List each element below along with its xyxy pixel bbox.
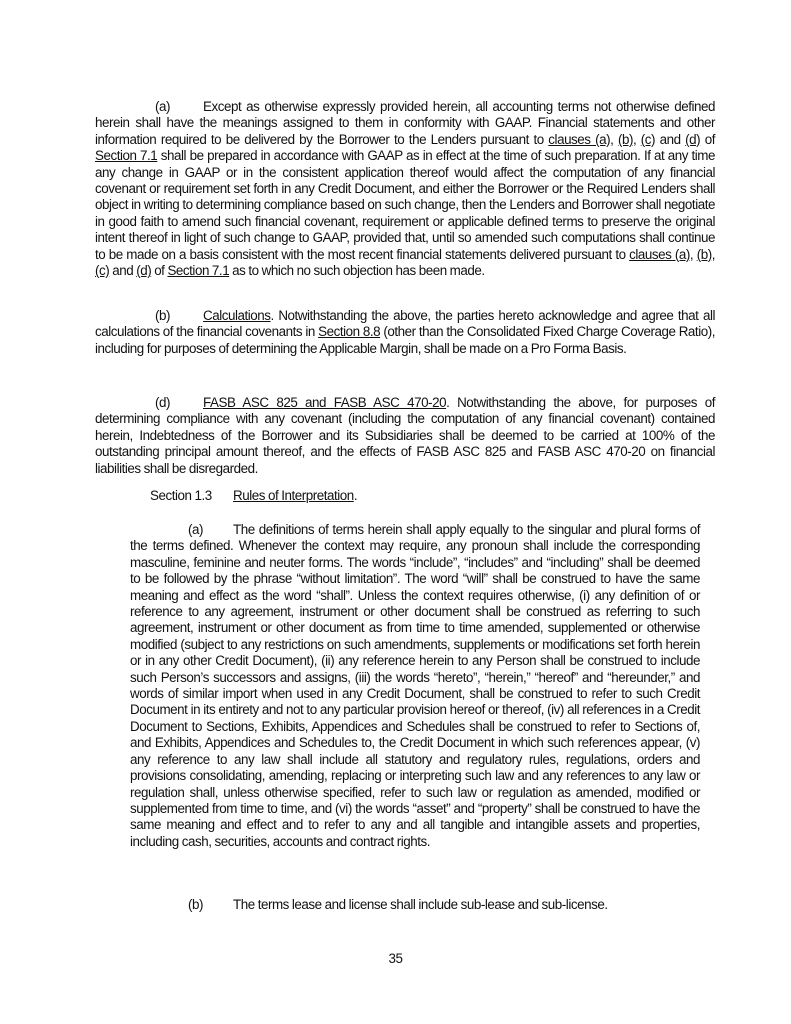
paragraph-label: (b): [188, 897, 204, 912]
paragraph-text: ,: [711, 246, 715, 262]
cross-reference: Section 7.1: [167, 263, 230, 279]
cross-reference: Section 8.8: [318, 324, 381, 340]
paragraph-text: . Notwithstanding the above, the parties hereto acknowledge and agree that all calculations of the financial covenants in: [95, 308, 715, 340]
paragraph-d-fasb: [95, 395, 715, 477]
cross-reference: (b): [617, 131, 633, 147]
cross-reference: (b): [696, 246, 712, 262]
paragraph-text: ,: [689, 246, 697, 262]
paragraph-body: [95, 99, 715, 278]
cross-reference: (d): [685, 131, 701, 147]
cross-reference: Calculations: [203, 308, 271, 323]
paragraph-text: shall be prepared in accordance with GAAP as in effect at the time of such preparation. If at any time any change in GAAP or in the consistent application thereof would affect the computation of any financial covenant or requirement set forth in any Credit Document, and either the Borrower or the Required Lenders shall object in writing to determining compliance based on such change, then the Lenders and Borrower shall negotiate in good faith to amend such financial covenant, requirement or applicable defined terms to preserve the original intent thereof in light of such change to GAAP, provided that, until so amended such computations shall continue to be made on a basis consistent with the most recent financial statements delivered pursuant to: [95, 148, 715, 262]
paragraph-body: [233, 897, 608, 912]
section-1-3-paragraph-a: [130, 522, 700, 850]
page-number: 35: [388, 951, 403, 966]
paragraph-text: ,: [632, 131, 641, 147]
paragraph-text: . Notwithstanding the above, for purposes of determining compliance with any covenant (including the computation of any financial covenant) contained herein, Indebtedness of the Borrower and its Subsidiaries shall be deemed to be carried at 100% of the outstanding principal amount thereof, and the effects of FASB ASC 825 and FASB ASC 470-20 on financial liabilities shall be disregarded.: [95, 395, 716, 476]
paragraph-label: (a): [155, 99, 171, 114]
cross-reference: clauses (a): [548, 131, 611, 147]
cross-reference: (c): [95, 263, 110, 279]
paragraph-text: and: [655, 131, 686, 147]
paragraph-text: and: [109, 263, 137, 279]
section-heading: [150, 488, 357, 504]
section-title: Rules of Interpretation: [233, 488, 354, 503]
cross-reference: Section 7.1: [95, 148, 158, 164]
paragraph-label: (b): [155, 308, 171, 323]
paragraph-label: (a): [188, 522, 204, 537]
paragraph-text: of: [700, 131, 715, 147]
paragraph-text: ,: [610, 131, 618, 147]
cross-reference: FASB ASC 825 and FASB ASC 470-20: [203, 395, 447, 410]
cross-reference: (c): [640, 131, 656, 147]
section-number: Section 1.3: [150, 488, 212, 503]
paragraph-text: The terms lease and license shall include sub-lease and sub-license.: [233, 897, 608, 912]
paragraph-text: (other than the Consolidated Fixed Charge Coverage Ratio), including for purposes of determining the Applicable Margin, shall be made on a Pro Forma Basis.: [95, 324, 715, 356]
paragraph-b-calculations: [95, 308, 715, 357]
section-title-suffix: .: [353, 488, 358, 503]
paragraph-label: (d): [155, 395, 171, 410]
cross-reference: (d): [136, 263, 152, 279]
paragraph-text: as to which no such objection has been made.: [229, 263, 485, 279]
paragraph-text: Except as otherwise expressly provided herein, all accounting terms not otherwise defined herein shall have the meanings assigned to them in conformity with GAAP. Financial statements and other information required to be delivered by the Borrower to the Lenders pursuant to: [95, 99, 715, 147]
section-1-3-paragraph-b: [188, 897, 608, 913]
cross-reference: clauses (a): [629, 246, 690, 262]
paragraph-text: of: [151, 263, 168, 279]
paragraph-text: The definitions of terms herein shall apply equally to the singular and plural forms of the terms defined. Whenever the context may require, any pronoun shall include the corresponding masculine, feminine and neuter forms. The words “include”, “includes” and “including” shall be deemed to be followed by the phrase “without limitation”. The word “will” shall be construed to have the same meaning and effect as the word “shall”. Unless the context requires otherwise, (i) any definition of or reference to any agreement, instrument or other document shall be construed as referring to such agreement, instrument or other document as from time to time amended, supplemented or otherwise modified (subject to any restrictions on such amendments, supplements or modifications set forth herein or in any other Credit Document), (ii) any reference herein to any Person shall be construed to include such Person’s successors and assigns, (iii) the words “hereto”, “herein,” “hereof” and “hereunder,” and words of similar import when used in any Credit Document, shall be construed to refer to such Credit Document in its entirety and not to any particular provision hereof or thereof, (iv) all references in a Credit Document to Sections, Exhibits, Appendices and Schedules shall be construed to refer to Sections of, and Exhibits, Appendices and Schedules to, the Credit Document in which such references appear, (v) any reference to any law shall include all statutory and regulatory rules, regulations, orders and provisions consolidating, amending, replacing or interpreting such law and any references to any law or regulation shall, unless otherwise specified, refer to such law or regulation as amended, modified or supplemented from time to time, and (vi) the words “asset” and “property” shall be construed to have the same meaning and effect and to refer to any and all tangible and intangible assets and properties, including cash, securities, accounts and contract rights.: [130, 522, 700, 849]
paragraph-body: [130, 522, 700, 849]
paragraph-a-accounting-terms: [95, 99, 715, 279]
